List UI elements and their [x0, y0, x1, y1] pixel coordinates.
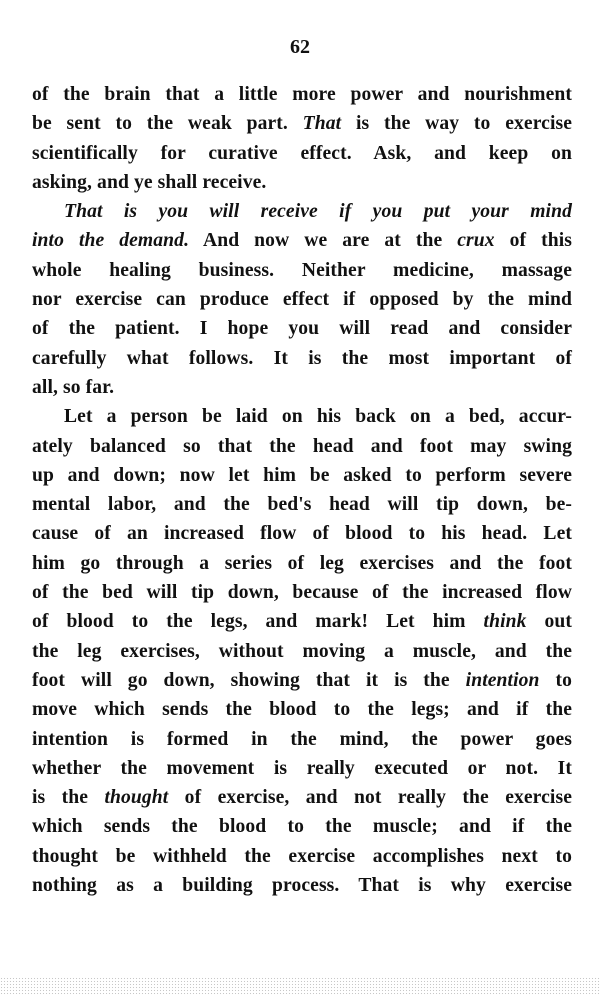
text-line	[32, 80, 572, 109]
text-line	[32, 432, 572, 461]
line-text: which sends the blood to the muscle; and if the	[32, 816, 572, 838]
body-text	[32, 80, 572, 900]
text-line	[32, 373, 572, 402]
text-line	[32, 461, 572, 490]
text-line	[32, 578, 572, 607]
line-text: is the way to exercise	[341, 113, 573, 135]
text-line	[32, 637, 572, 666]
text-line	[32, 666, 572, 695]
text-line	[32, 285, 572, 314]
line-text: of exercise, and not really the exercise	[168, 787, 572, 809]
line-text: Let a person be laid on his back on a bed, accur-	[64, 406, 572, 428]
italic-text: think	[483, 611, 527, 633]
italic-text: into the demand.	[32, 230, 190, 252]
scan-artifact	[0, 977, 600, 995]
text-line	[32, 197, 572, 226]
text-line	[32, 226, 572, 255]
text-line	[32, 344, 572, 373]
line-text: to	[539, 669, 572, 691]
text-line	[32, 549, 572, 578]
line-text: nor exercise can produce effect if opposed by the mind	[32, 289, 572, 311]
text-line	[32, 842, 572, 871]
text-line	[32, 256, 572, 285]
line-text: be sent to the weak part.	[32, 113, 303, 135]
text-line	[32, 314, 572, 343]
italic-text: crux	[457, 230, 495, 252]
line-text: nothing as a building process. That is why exercise	[32, 875, 572, 897]
italic-text: That is you will receive if you put your mind	[64, 201, 572, 223]
italic-text: thought	[104, 787, 169, 809]
line-text: of the bed will tip down, because of the increased flow	[32, 582, 572, 604]
line-text: ately balanced so that the head and foot may swing	[32, 435, 572, 457]
line-text: whole healing business. Neither medicine, massage	[32, 259, 572, 281]
line-text: carefully what follows. It is the most important of	[32, 347, 572, 369]
line-text: thought be withheld the exercise accomplishes next to	[32, 845, 572, 867]
line-text: whether the movement is really executed or not. It	[32, 757, 572, 779]
text-line	[32, 871, 572, 900]
line-text: the leg exercises, without moving a muscle, and the	[32, 640, 572, 662]
line-text: scientifically for curative effect. Ask, and keep on	[32, 142, 572, 164]
text-line	[32, 695, 572, 724]
text-line	[32, 754, 572, 783]
text-line	[32, 783, 572, 812]
line-text: move which sends the blood to the legs; and if the	[32, 699, 572, 721]
text-line	[32, 812, 572, 841]
text-line	[32, 139, 572, 168]
line-text: up and down; now let him be asked to perform severe	[32, 464, 572, 486]
text-line	[32, 490, 572, 519]
page-number: 62	[290, 36, 310, 58]
line-text: of this	[494, 230, 573, 252]
text-line	[32, 725, 572, 754]
line-text: of the patient. I hope you will read and consider	[32, 318, 572, 340]
line-text: is the	[32, 787, 105, 809]
text-line	[32, 607, 572, 636]
line-text: cause of an increased flow of blood to his head. Let	[32, 523, 572, 545]
text-line	[32, 109, 572, 138]
italic-text: That	[302, 113, 342, 135]
line-text: all, so far.	[32, 376, 115, 398]
italic-text: intention	[465, 669, 540, 691]
line-text: asking, and ye shall receive.	[32, 171, 267, 193]
line-text: intention is formed in the mind, the power goes	[32, 728, 572, 750]
text-line	[32, 168, 572, 197]
text-line	[32, 519, 572, 548]
text-line	[32, 402, 572, 431]
line-text: mental labor, and the bed's head will tip down, be-	[32, 494, 572, 516]
line-text: of blood to the legs, and mark! Let him	[32, 611, 484, 633]
line-text: out	[526, 611, 572, 633]
line-text: foot will go down, showing that it is the	[32, 669, 466, 691]
line-text: him go through a series of leg exercises and the foot	[32, 552, 572, 574]
line-text: of the brain that a little more power and nourishment	[32, 84, 572, 105]
line-text: And now we are at the	[189, 230, 458, 252]
